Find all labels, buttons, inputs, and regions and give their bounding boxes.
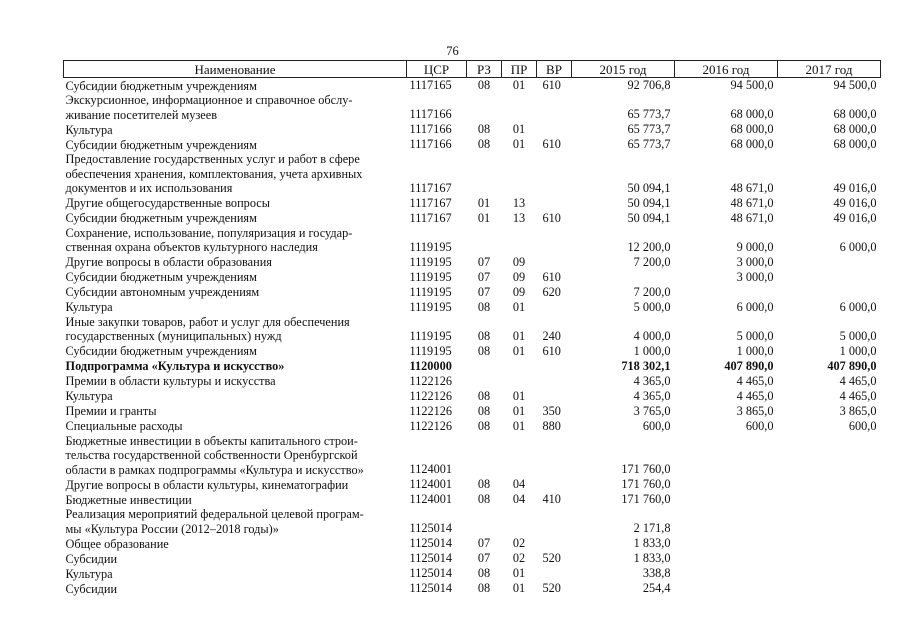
cell-2016 [675,566,778,581]
cell-csr: 1117165 [409,78,452,92]
cell-2016: 600,0 [745,418,774,433]
cell-name: Премии и гранты [65,404,157,418]
cell-csr: 1120000 [409,358,452,373]
cell-name: Субсидии бюджетным учреждениям [65,78,257,93]
header-rz: РЗ [467,61,502,78]
cell-name: Общее образование [65,536,169,551]
cell-rz: 08 [477,566,491,580]
cell-csr: 1119195 [409,269,452,284]
cell-rz: 08 [477,403,491,418]
cell-rz: 08 [477,122,491,136]
table-row [64,255,881,270]
cell-rz: 07 [477,536,491,550]
cell-2017: 3 865,0 [839,403,877,418]
table-row [64,270,881,285]
cell-2015: 50 094,1 [627,180,671,195]
cell-vr [537,226,572,255]
cell-pr [502,226,537,255]
cell-2017: 68 000,0 [833,107,877,121]
cell-2016 [675,492,778,507]
cell-2015: 3 765,0 [633,403,671,418]
cell-2015: 50 094,1 [627,195,671,210]
cell-pr: 01 [512,137,526,151]
cell-vr [537,93,572,122]
header-vr: ВР [537,61,572,78]
table-row [64,93,881,122]
cell-rz: 01 [477,195,491,210]
table-row [64,285,881,300]
page-number: 76 [446,44,459,58]
cell-2017: 68 000,0 [833,122,877,136]
cell-2015: 7 200,0 [633,254,671,269]
table-row [64,419,881,434]
cell-2017: 407 890,0 [827,358,877,373]
cell-rz: 08 [477,343,491,358]
cell-vr: 610 [542,269,561,284]
cell-vr: 610 [542,210,561,225]
cell-csr: 1119195 [409,343,452,358]
cell-pr: 01 [512,299,526,314]
table-row [64,551,881,566]
header-csr: ЦСР [407,61,467,78]
cell-rz [467,507,502,536]
cell-2016: 48 671,0 [730,195,774,210]
table-row [64,581,881,596]
cell-2016: 6 000,0 [736,299,774,314]
cell-rz: 08 [477,137,491,151]
cell-pr: 09 [512,254,526,269]
cell-rz [467,226,502,255]
cell-2017 [778,507,881,536]
cell-name: Культура [65,389,113,403]
cell-vr: 880 [542,418,561,433]
cell-csr: 1117167 [409,195,452,210]
cell-rz: 07 [477,284,491,299]
table-row [64,536,881,551]
table-row [64,492,881,507]
cell-2015: 4 000,0 [633,328,671,343]
cell-vr [537,300,572,315]
header-2016: 2016 год [675,61,778,78]
cell-csr: 1119195 [409,254,452,269]
cell-2017: 6 000,0 [839,299,877,314]
cell-2015: 12 200,0 [627,239,671,254]
table-row [64,137,881,152]
cell-pr: 01 [512,403,526,418]
cell-name: Другие вопросы в области культуры, кинематографии [65,477,349,492]
cell-2016: 4 465,0 [736,388,774,403]
cell-2015: 65 773,7 [627,137,671,151]
cell-2015: 7 200,0 [633,284,671,299]
header-name: Наименование [64,61,407,78]
cell-2016: 3 000,0 [736,269,774,284]
cell-name: Другие вопросы в области образования [65,255,272,269]
table-row [64,404,881,419]
cell-csr: 1119195 [409,328,452,343]
cell-csr: 1124001 [409,462,453,476]
cell-pr [502,507,537,536]
cell-2017: 4 465,0 [839,388,877,403]
cell-name: Предоставление государственных услуг и работ в сфере обеспечения хранения, комплектования, учета архивных документов и их использования [65,152,363,195]
cell-2016 [675,285,778,300]
table-body [64,78,881,597]
cell-pr: 09 [512,269,526,284]
cell-csr: 1125014 [409,581,453,595]
cell-2016 [675,581,778,596]
table-row [64,78,881,94]
cell-pr: 04 [512,477,526,491]
table-row [64,477,881,492]
budget-table [63,60,881,596]
cell-vr [537,374,572,389]
cell-csr: 1122126 [409,388,453,403]
cell-pr: 13 [512,195,526,210]
cell-name: Субсидии автономным учреждениям [65,285,260,299]
cell-2016: 68 000,0 [730,107,774,121]
cell-vr [537,536,572,551]
cell-csr: 1124001 [409,492,453,506]
cell-csr: 1119195 [409,284,452,299]
table-row [64,434,881,478]
table-row [64,152,881,196]
cell-pr: 01 [512,328,526,343]
cell-pr: 01 [512,388,526,403]
cell-rz: 08 [477,581,491,595]
cell-pr: 02 [512,536,526,550]
cell-2015: 4 365,0 [633,388,671,403]
cell-csr: 1124001 [409,477,453,491]
table-row [64,374,881,389]
cell-pr: 01 [512,566,526,580]
cell-2015: 600,0 [642,418,671,433]
cell-vr: 350 [542,403,561,418]
cell-2015: 2 171,8 [633,521,671,535]
cell-2017: 5 000,0 [839,328,877,343]
cell-rz: 08 [477,388,491,403]
cell-vr [537,389,572,404]
cell-2015: 1 000,0 [633,343,671,358]
cell-2016: 48 671,0 [730,180,774,195]
cell-csr: 1119195 [409,239,452,254]
cell-2017 [778,255,881,270]
cell-name: Субсидии [65,551,118,566]
cell-2015: 171 760,0 [621,492,671,506]
cell-pr [502,434,537,478]
cell-pr: 09 [512,284,526,299]
cell-vr [537,566,572,581]
cell-csr: 1117166 [409,107,452,121]
cell-pr [502,359,537,374]
cell-2016 [675,507,778,536]
cell-vr: 610 [542,78,561,92]
cell-2016 [675,434,778,478]
cell-rz: 08 [477,477,491,491]
cell-rz: 08 [477,418,491,433]
table-row [64,344,881,359]
cell-vr [537,507,572,536]
cell-vr: 410 [542,492,561,506]
cell-2015: 65 773,7 [627,107,671,121]
cell-2017 [778,477,881,492]
cell-2016: 3 000,0 [736,254,774,269]
cell-name: Культура [65,300,113,314]
cell-2017 [778,492,881,507]
cell-vr: 240 [542,328,561,343]
cell-rz [467,152,502,196]
cell-pr: 13 [512,210,526,225]
cell-rz: 08 [477,328,491,343]
header-2017: 2017 год [778,61,881,78]
cell-csr: 1122126 [409,403,453,418]
cell-2015: 171 760,0 [621,477,671,491]
table-row [64,359,881,374]
cell-name: Иные закупки товаров, работ и услуг для обеспечения государственных (муниципальных) нужд [65,314,350,343]
cell-name: Субсидии бюджетным учреждениям [65,211,257,225]
cell-name: Субсидии бюджетным учреждениям [65,270,257,284]
cell-rz: 08 [477,299,491,314]
table-row [64,566,881,581]
cell-name: Специальные расходы [65,419,183,433]
cell-name: Реализация мероприятий федеральной целевой програм- мы «Культура России (2012–2018 годы)» [65,507,364,536]
cell-name: Субсидии [65,581,118,596]
cell-pr: 01 [512,122,526,136]
cell-2016: 407 890,0 [724,358,774,373]
cell-name: Экскурсионное, информационное и справочное обслу- живание посетителей музеев [65,93,353,122]
cell-pr [502,93,537,122]
cell-2016: 3 865,0 [736,403,774,418]
cell-csr: 1125014 [409,551,453,565]
table-row [64,211,881,226]
cell-2016: 4 465,0 [736,373,774,388]
cell-2016: 9 000,0 [736,239,774,254]
cell-name: Культура [65,122,113,137]
cell-vr: 610 [542,137,561,151]
cell-csr: 1125014 [409,566,453,580]
header-2015: 2015 год [572,61,675,78]
cell-rz: 07 [477,254,491,269]
cell-2016: 5 000,0 [736,328,774,343]
cell-2017 [778,434,881,478]
cell-pr: 01 [512,78,526,92]
cell-2015: 338,8 [642,566,671,580]
cell-2016: 94 500,0 [730,78,774,92]
cell-vr [537,196,572,211]
cell-rz [467,359,502,374]
cell-rz [467,93,502,122]
cell-pr: 04 [512,492,526,506]
table-row [64,389,881,404]
cell-2017 [778,270,881,285]
cell-2016: 68 000,0 [730,122,774,136]
cell-rz: 08 [477,492,491,506]
cell-csr: 1122126 [409,373,453,388]
cell-2016: 1 000,0 [736,343,774,358]
cell-2017: 49 016,0 [833,210,877,225]
cell-name: Бюджетные инвестиции в объекты капитального строи- тельства государственной собственности Оренбургской области в рамках подпрограммы «Культура и искусство» [65,433,364,477]
header-pr: ПР [502,61,537,78]
table-row [64,226,881,255]
cell-vr: 610 [542,343,561,358]
table-row [64,122,881,137]
cell-2016: 68 000,0 [730,137,774,151]
cell-2017: 94 500,0 [833,78,877,92]
cell-rz [467,374,502,389]
cell-2017 [778,285,881,300]
cell-rz [467,434,502,478]
cell-vr [537,152,572,196]
cell-vr: 620 [542,284,561,299]
cell-2015: 92 706,8 [627,78,671,92]
cell-name: Субсидии бюджетным учреждениям [65,344,257,358]
cell-csr: 1119195 [409,299,452,314]
cell-vr [537,477,572,492]
cell-2015: 1 833,0 [633,536,671,550]
cell-name: Сохранение, использование, популяризация и государ- ственная охрана объектов культурного наследия [65,225,353,254]
cell-2016 [675,477,778,492]
cell-pr: 01 [512,418,526,433]
cell-2017: 6 000,0 [839,239,877,254]
cell-2016 [675,551,778,566]
cell-name: Субсидии бюджетным учреждениям [65,137,257,152]
cell-2017: 1 000,0 [839,343,877,358]
cell-rz: 07 [477,551,491,565]
cell-csr: 1125014 [409,521,453,535]
cell-name: Премии в области культуры и искусства [65,374,276,388]
cell-pr: 01 [512,343,526,358]
cell-rz: 07 [477,269,491,284]
cell-pr: 01 [512,581,526,595]
table-row [64,315,881,344]
cell-2017 [778,581,881,596]
cell-name: Другие общегосударственные вопросы [65,196,270,210]
cell-2015: 65 773,7 [627,122,671,136]
cell-2015: 718 302,1 [621,358,671,373]
table-row [64,300,881,315]
cell-vr [537,434,572,478]
cell-2017 [778,566,881,581]
cell-pr: 02 [512,551,526,565]
table-header-row [64,61,881,78]
cell-csr: 1125014 [409,536,453,550]
cell-2015: 50 094,1 [627,210,671,225]
cell-pr [502,374,537,389]
cell-name: Бюджетные инвестиции [65,492,192,507]
cell-2015: 171 760,0 [621,462,671,476]
cell-csr: 1117167 [409,210,452,225]
cell-pr [502,152,537,196]
cell-csr: 1117167 [409,180,452,195]
table-row [64,196,881,211]
cell-vr [537,255,572,270]
cell-vr: 520 [542,551,561,565]
cell-csr: 1122126 [409,418,453,433]
cell-vr [537,359,572,374]
cell-rz: 01 [477,210,491,225]
cell-2016 [675,536,778,551]
cell-name: Культура [65,566,113,581]
cell-2015: 4 365,0 [633,373,671,388]
cell-rz: 08 [477,78,491,92]
cell-2017 [778,551,881,566]
cell-vr [537,122,572,137]
cell-2017: 49 016,0 [833,180,877,195]
cell-2015: 254,4 [642,581,671,595]
table-row [64,507,881,536]
cell-2015 [572,270,675,285]
cell-2017: 49 016,0 [833,195,877,210]
cell-2017: 600,0 [848,418,877,433]
cell-2017: 4 465,0 [839,373,877,388]
cell-csr: 1117166 [409,137,452,151]
cell-2017 [778,536,881,551]
cell-2015: 1 833,0 [633,551,671,565]
cell-vr: 520 [542,581,561,595]
cell-name: Подпрограмма «Культура и искусство» [65,359,285,373]
cell-csr: 1117166 [409,122,452,136]
cell-2015: 5 000,0 [633,299,671,314]
cell-2017: 68 000,0 [833,137,877,151]
cell-2016: 48 671,0 [730,210,774,225]
